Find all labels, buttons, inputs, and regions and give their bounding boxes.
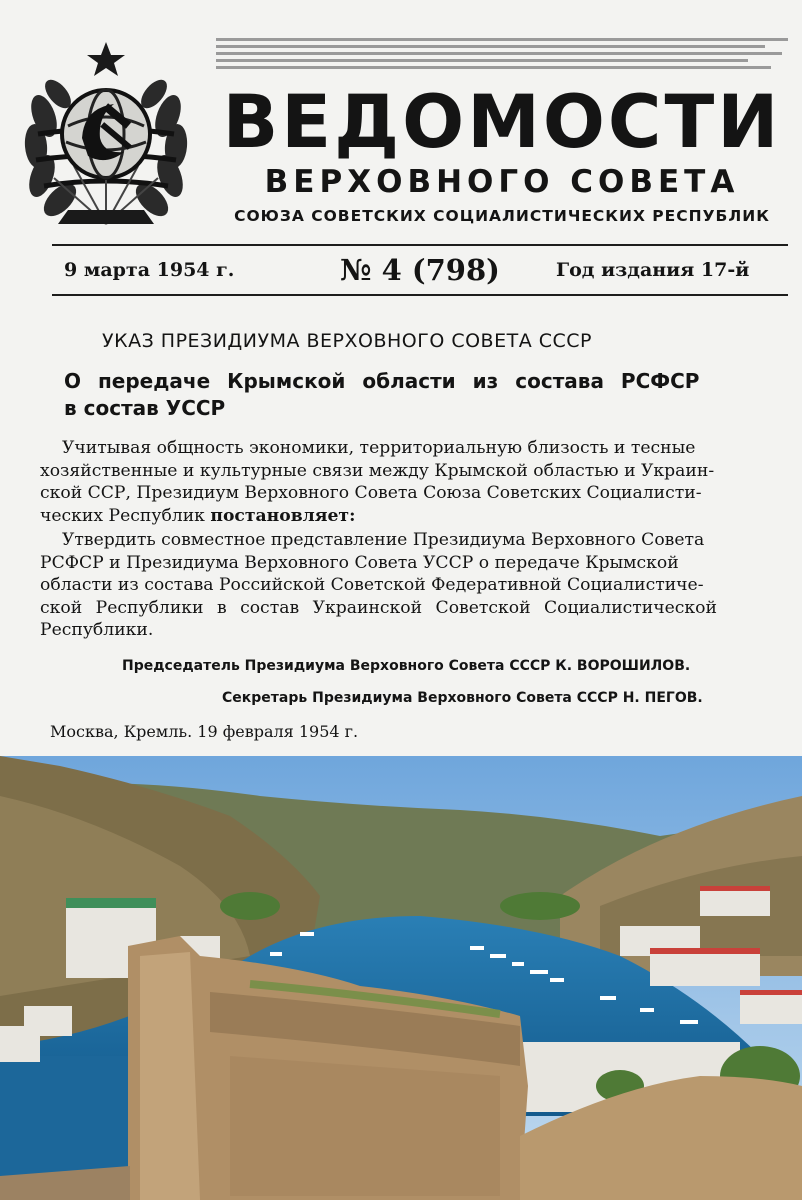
decree-title-line: О передаче Крымской области из состава РСФСР (64, 369, 700, 393)
issue-year: Год издания 17-й (556, 259, 750, 281)
decree-resolves: постановляет: (210, 505, 356, 526)
decree-paragraph-2 (40, 529, 774, 642)
paragraph-line: Республики. (40, 620, 154, 641)
masthead-subtitle-union: СОЮЗА СОВЕТСКИХ СОЦИАЛИСТИЧЕСКИХ РЕСПУБЛИК (234, 207, 770, 225)
signature-chairman: Председатель Президиума Верховного Совета СССР К. ВОРОШИЛОВ. (122, 658, 691, 674)
paragraph-line: ской Республики в состав Украинской Советской Социалистической (40, 597, 717, 618)
decree-paragraph-1 (40, 437, 774, 527)
ussr-state-emblem-icon (14, 38, 198, 234)
divider-top (52, 244, 788, 246)
balaklava-bay-photo (0, 756, 802, 1200)
issue-number: № 4 (798) (340, 253, 500, 287)
paragraph-line: области из состава Российской Советской Федеративной Социалистиче- (40, 575, 704, 596)
paragraph-line: ческих Республик (40, 505, 205, 526)
divider-bottom (52, 294, 788, 296)
masthead-subtitle: ВЕРХОВНОГО СОВЕТА (264, 164, 740, 200)
decree-title (64, 368, 776, 422)
paragraph-line: РСФСР и Президиума Верховного Совета УССР о передаче Крымской (40, 552, 679, 573)
paragraph-line: ской ССР, Президиум Верховного Совета Союза Советских Социалисти- (40, 483, 702, 504)
decree-title-line: в состав УССР (64, 396, 226, 420)
issue-date: 9 марта 1954 г. (64, 259, 235, 281)
masthead-fine-print (216, 38, 788, 73)
decree-heading: УКАЗ ПРЕЗИДИУМА ВЕРХОВНОГО СОВЕТА СССР (102, 330, 592, 352)
dateline: Москва, Кремль. 19 февраля 1954 г. (50, 722, 359, 741)
paragraph-line-last (40, 505, 774, 528)
paragraph-line: Утвердить совместное представление Президиума Верховного Совета (62, 530, 705, 550)
signature-secretary: Секретарь Президиума Верховного Совета СССР Н. ПЕГОВ. (222, 690, 703, 706)
paragraph-line: Учитывая общность экономики, территориальную близость и тесные (62, 438, 696, 458)
paragraph-line: хозяйственные и культурные связи между Крымской областью и Украин- (40, 460, 715, 481)
masthead-title: ВЕДОМОСТИ (222, 80, 782, 165)
